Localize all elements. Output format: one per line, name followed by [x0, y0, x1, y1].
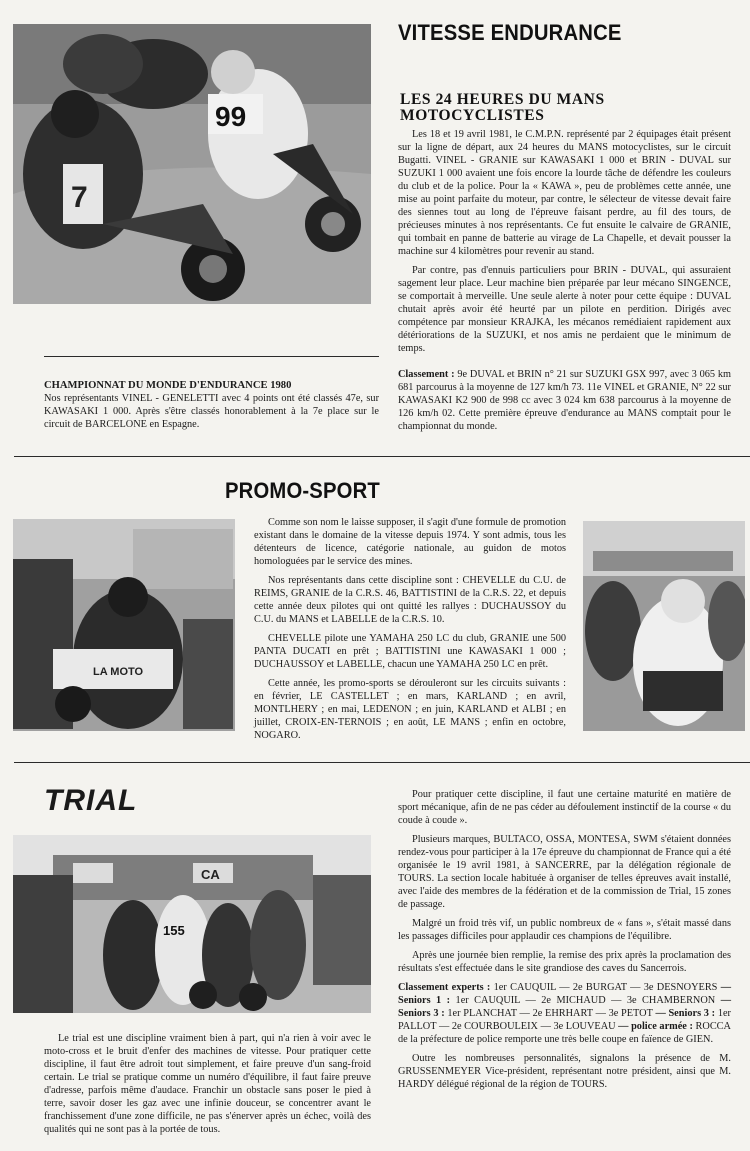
article-title-line2: MOTOCYCLISTES — [400, 107, 545, 124]
trial-cl-police: ROCCA de la préfecture de police remporte une très belle coupe en faïence de GIEN. — [398, 1021, 731, 1045]
section-title-trial: TRIAL — [44, 784, 138, 817]
championnat-title: CHAMPIONNAT DU MONDE D'ENDURANCE 1980 — [44, 380, 292, 391]
trial-cl-s1-label: — Seniors 1 : — [398, 982, 732, 1006]
trial-cl-s3b-label: — Seniors 3 : — [655, 1008, 716, 1019]
trial-cl-experts-label: Classement experts : — [398, 982, 491, 993]
trial-cl-s3b: 1er PALLOT — 2e COURBOULEIX — 3e LOUVEAU — [398, 1008, 731, 1032]
article-24h-body — [398, 128, 731, 361]
classement-paragraph — [398, 368, 731, 433]
trial-cl-s1: 1er CAUQUIL — 2e MICHAUD — 3e CHAMBERNON — [450, 995, 716, 1006]
trial-paragraph: Plusieurs marques, BULTACO, OSSA, MONTESA, SWM s'étaient données rendez-vous pour participer à la 17e épreuve du championnat de France qui a été organisée le 19 avril 1981, à SANCERRE, par la délégation régionale de TOURS. La section locale habituée à organiser de telles épreuves avait installé, avec l'aide des membres de la fédération et de la commission de Trial, 15 zones de passage. — [398, 834, 731, 910]
promo-paragraph: Cette année, les promo-sports se dérouleront sur les circuits suivants : en février, LE CASTELLET ; en mars, KARLAND ; en avril, MONTLHERY ; en mai, LEDENON ; en juin, KARLAND et ALBI ; en juillet, CROIX-EN-TERNOIS ; en août, LE MANS ; enfin en octobre, NOGARO. — [254, 678, 566, 741]
section-divider — [14, 456, 750, 457]
article-title-line1: LES 24 HEURES DU MANS — [400, 91, 605, 108]
trial-classement — [398, 981, 731, 1046]
article-paragraph: Les 18 et 19 avril 1981, le C.M.P.N. représenté par 2 équipages était présent sur la ligne de départ, aux 24 heures du MANS motocyclistes, sur le circuit Bugatti. VINEL - GRANIE sur KAWASAKI 1 000 et BRIN - DUVAL sur SUZUKI 1 000 avaient une fois encore la lourde tâche de défendre les couleurs du club et de la police. Pour la « KAWA », peu de problèmes cette année, une mise au point parfaite du moteur, par contre, le sélecteur de vitesse devait faire des siennes tout au long de l'épreuve faisant perdre, au fil des tours, de précieuses minutes à nos représentants. Ce fut ensuite le calvaire de GRANIE, qui tombait en panne de batterie au virage de La Chapelle, et devait pousser la machine sur 4 kilomètres pour revenir au stand. — [398, 129, 731, 257]
promo-grid-photo-right — [583, 521, 745, 731]
promo-paragraph: Comme son nom le laisse supposer, il s'agit d'une formule de promotion existant dans le domaine de la vitesse depuis 1974. Y sont admis, tous les détenteurs de licence, catégorie nationale, au guidon de motos homologuées par le service des mines. — [254, 517, 566, 567]
article-title-24h — [400, 92, 730, 124]
endurance-race-photo — [13, 24, 371, 304]
divider-rule — [44, 356, 379, 357]
trial-paragraph: Après une journée bien remplie, la remise des prix après la proclamation des résultats s'est effectuée dans le site grandiose des caves du Sancerrois. — [398, 950, 731, 974]
promo-paragraph: CHEVELLE pilote une YAMAHA 250 LC du club, GRANIE une 500 PANTA DUCATI en prêt ; BATTISTINI une KAWASAKI 1 000 ; DUCHAUSSOY et LABELLE, chacun une YAMAHA 250 LC en prêt. — [254, 633, 566, 670]
classement-block — [398, 368, 731, 439]
trial-intro-paragraph: Le trial est une discipline vraiment bien à part, qui n'a rien à voir avec le moto-cross et le bruit d'enfer des machines de vitesse. Pour pratiquer cette discipline, il faut être adroit tout simplement, et faire preuve d'un sang-froid certain. Le trial se pratique comme un numéro d'équilibre, il faut faire preuve d'adresse, parfois même d'audace. Franchir un obstacle sans poser le pied à terre, savoir doser les gaz avec une infinie douceur, se concentrer avant le franchissement d'une zone difficile, ne pas s'énerver après un échec, voilà des qualités qui ne sont pas à la portée de tous. — [44, 1033, 371, 1135]
section-title-vitesse: VITESSE ENDURANCE — [398, 20, 622, 45]
trial-paddock-photo — [13, 835, 371, 1013]
trial-cl-police-label: — police armée : — [618, 1021, 693, 1032]
trial-rider-number: 155 — [163, 923, 185, 938]
trial-paragraph: Pour pratiquer cette discipline, il faut une certaine maturité en matière de sport mécanique, afin de ne pas céder au défoulement instinctif de la course « du coude à coude ». — [398, 789, 731, 826]
trial-paragraph: Malgré un froid très vif, un public nombreux de « fans », s'était massé dans les passages difficiles pour applaudir ces champions de l'équilibre. — [398, 918, 731, 942]
trial-cl-experts: 1er CAUQUIL — 2e BURGAT — 3e DESNOYERS — [490, 982, 718, 993]
trial-paragraph: Outre les nombreuses personnalités, signalons la présence de M. GRUSSENMEYER Vice-président, représentant notre président, ainsi que M. HARDY délégué régional de la région de TOURS. — [398, 1053, 731, 1090]
classement-text: 9e DUVAL et BRIN n° 21 sur SUZUKI GSX 997, avec 3 065 km 681 parcourus à la moyenne de 127 km/h 73. 11e VINEL et GRANIE, N° 22 sur KAWASAKI K2 900 de 998 cc avec 3 024 km 638 parcourus à la moyenne de 126 km/h 02. Cette première épreuve d'endurance au MANS comptait pour le championnat du monde. — [398, 369, 732, 432]
trial-cl-s3a: 1er PLANCHAT — 2e EHRHART — 3e PETOT — [444, 1008, 653, 1019]
trial-sign-text: CA — [201, 867, 220, 882]
championnat-text: Nos représentants VINEL - GENELETTI avec 4 points ont été classés 47e, sur KAWASAKI 1 000. Après s'être classés honorablement à la 7e place sur le circuit de BARCELONE en Espagne. — [44, 393, 379, 430]
promo-paragraph: Nos représentants dans cette discipline sont : CHEVELLE du C.U. de REIMS, GRANIE de la C.R.S. 46, BATTISTINI de la C.R.S. 22, et depuis cette année deux pilotes qui ont quitté les rallyes : DUCHAUSSOY du C.U. du MANS et LABELLE de la C.R.S. 10. — [254, 575, 566, 625]
trial-body — [398, 788, 731, 1097]
trial-cl-s3a-label: — Seniors 3 : — [398, 995, 731, 1019]
promo-plate-text: LA MOTO — [93, 666, 144, 678]
promo-pit-photo-left — [13, 519, 235, 731]
trial-intro — [44, 1032, 371, 1142]
promo-body — [254, 516, 566, 748]
section-title-promo: PROMO-SPORT — [225, 478, 380, 503]
section-divider — [14, 762, 750, 763]
classement-label: Classement : — [398, 369, 455, 380]
article-paragraph: Par contre, pas d'ennuis particuliers pour BRIN - DUVAL, qui assuraient sagement leur place. Leur machine bien préparée par leur mécano SINGENCE, se comportait à merveille. Une seule alerte à noter pour cette équipe : DUVAL chutait après avoir été heurté par un pilote en perdition. Dirigés avec compétence par monsieur KRAJKA, les mécanos remédiaient rapidement aux détériorations de la SUZUKI, et nos amis ne perdaient que le minimum de temps. — [398, 265, 731, 354]
race-number-7: 7 — [71, 181, 88, 214]
championnat-block — [44, 379, 379, 437]
race-number-99: 99 — [215, 101, 247, 132]
